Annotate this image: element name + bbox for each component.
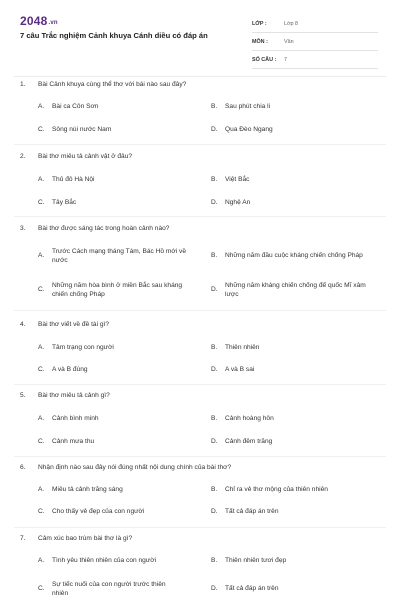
option-b[interactable]: B. Thiên nhiên bbox=[211, 344, 260, 351]
option-d[interactable]: D. Nghệ An bbox=[211, 199, 251, 206]
option-d[interactable]: D. Qua Đèo Ngang bbox=[211, 126, 273, 133]
option-a[interactable]: A. Cảnh bình minh bbox=[38, 415, 99, 422]
option-d[interactable]: D. Cảnh đêm trăng bbox=[211, 438, 273, 445]
option-d[interactable]: D. Tất cả đáp án trên bbox=[211, 508, 279, 515]
option-b[interactable]: B. Chỉ ra vẻ thơ mộng của thiên nhiên bbox=[211, 486, 328, 493]
info-value: Văn bbox=[284, 38, 294, 45]
option-a[interactable]: A. Miêu tả cảnh trăng sáng bbox=[38, 486, 123, 493]
option-b[interactable]: B. Cảnh hoàng hôn bbox=[211, 415, 274, 422]
option-b[interactable]: B. Thiên nhiên tươi đẹp bbox=[211, 557, 287, 564]
option-c[interactable]: C. Tây Bắc bbox=[38, 199, 77, 206]
info-label: SỐ CÂU : bbox=[252, 56, 277, 63]
option-d[interactable]: D. Tất cả đáp án trên bbox=[211, 585, 279, 592]
question-text: 7. Cảm xúc bao trùm bài thơ là gì? bbox=[20, 535, 133, 542]
option-d[interactable]: D. A và B sai bbox=[211, 366, 255, 373]
logo-text: 2048 bbox=[20, 14, 48, 28]
info-label: MÔN : bbox=[252, 38, 268, 45]
info-row-grade bbox=[252, 15, 378, 33]
question-divider bbox=[14, 144, 386, 145]
header-divider bbox=[14, 76, 386, 77]
option-c[interactable]: C. Cho thấy vẻ đẹp của con người bbox=[38, 508, 145, 515]
question-divider bbox=[14, 310, 386, 311]
question-text: 6. Nhận định nào sau đây nói đúng nhất nội dung chính của bài thơ? bbox=[20, 464, 232, 471]
option-a[interactable]: A. Bài ca Côn Sơn bbox=[38, 103, 99, 110]
info-row-count bbox=[252, 51, 378, 69]
question-text: 1. Bài Cảnh khuya cùng thể thơ với bài nào sau đây? bbox=[20, 81, 187, 88]
question-divider bbox=[14, 216, 386, 217]
option-d[interactable]: D. Những năm kháng chiến chống đế quốc Mĩ xâm lược bbox=[211, 281, 366, 298]
logo-suffix: .vn bbox=[48, 20, 58, 26]
option-b[interactable]: B. Sau phút chia li bbox=[211, 103, 271, 110]
info-row-subject bbox=[252, 33, 378, 51]
question-text: 2. Bài thơ miêu tả cảnh vật ở đâu? bbox=[20, 153, 133, 160]
question-text: 5. Bài thơ miêu tả cảnh gì? bbox=[20, 392, 110, 399]
option-c[interactable]: C. Sông núi nước Nam bbox=[38, 126, 112, 133]
site-logo[interactable] bbox=[20, 14, 58, 28]
question-text: 3. Bài thơ được sáng tác trong hoàn cảnh nào? bbox=[20, 225, 170, 232]
question-divider bbox=[14, 527, 386, 528]
info-panel bbox=[252, 15, 378, 69]
question-divider bbox=[14, 456, 386, 457]
option-b[interactable]: B. Những năm đầu cuộc kháng chiến chống Pháp bbox=[211, 252, 363, 260]
option-c[interactable]: C. Những năm hòa bình ở miền Bắc sau kháng chiến chống Pháp bbox=[38, 281, 183, 298]
option-a[interactable]: A. Thủ đô Hà Nội bbox=[38, 176, 95, 183]
option-b[interactable]: B. Việt Bắc bbox=[211, 176, 250, 183]
option-c[interactable]: C. Sự tiếc nuối của con người trước thiên nhiên bbox=[38, 580, 166, 597]
option-c[interactable]: C. Cảnh mưa thu bbox=[38, 438, 95, 445]
option-c[interactable]: C. A và B đúng bbox=[38, 366, 88, 373]
question-divider bbox=[14, 384, 386, 385]
page-title: 7 câu Trắc nghiệm Cảnh khuya Cánh diều có đáp án bbox=[20, 31, 208, 40]
document-header bbox=[0, 0, 400, 76]
info-value: 7 bbox=[284, 56, 287, 63]
option-a[interactable]: A. Tâm trạng con người bbox=[38, 344, 114, 351]
option-a[interactable]: A. Trước Cách mạng tháng Tám, Bác Hồ mới về nước bbox=[38, 247, 186, 264]
info-label: LỚP : bbox=[252, 20, 267, 27]
question-text: 4. Bài thơ viết về đề tài gì? bbox=[20, 321, 110, 328]
option-a[interactable]: A. Tình yêu thiên nhiên của con người bbox=[38, 557, 157, 564]
info-value: Lớp 8 bbox=[284, 20, 299, 27]
